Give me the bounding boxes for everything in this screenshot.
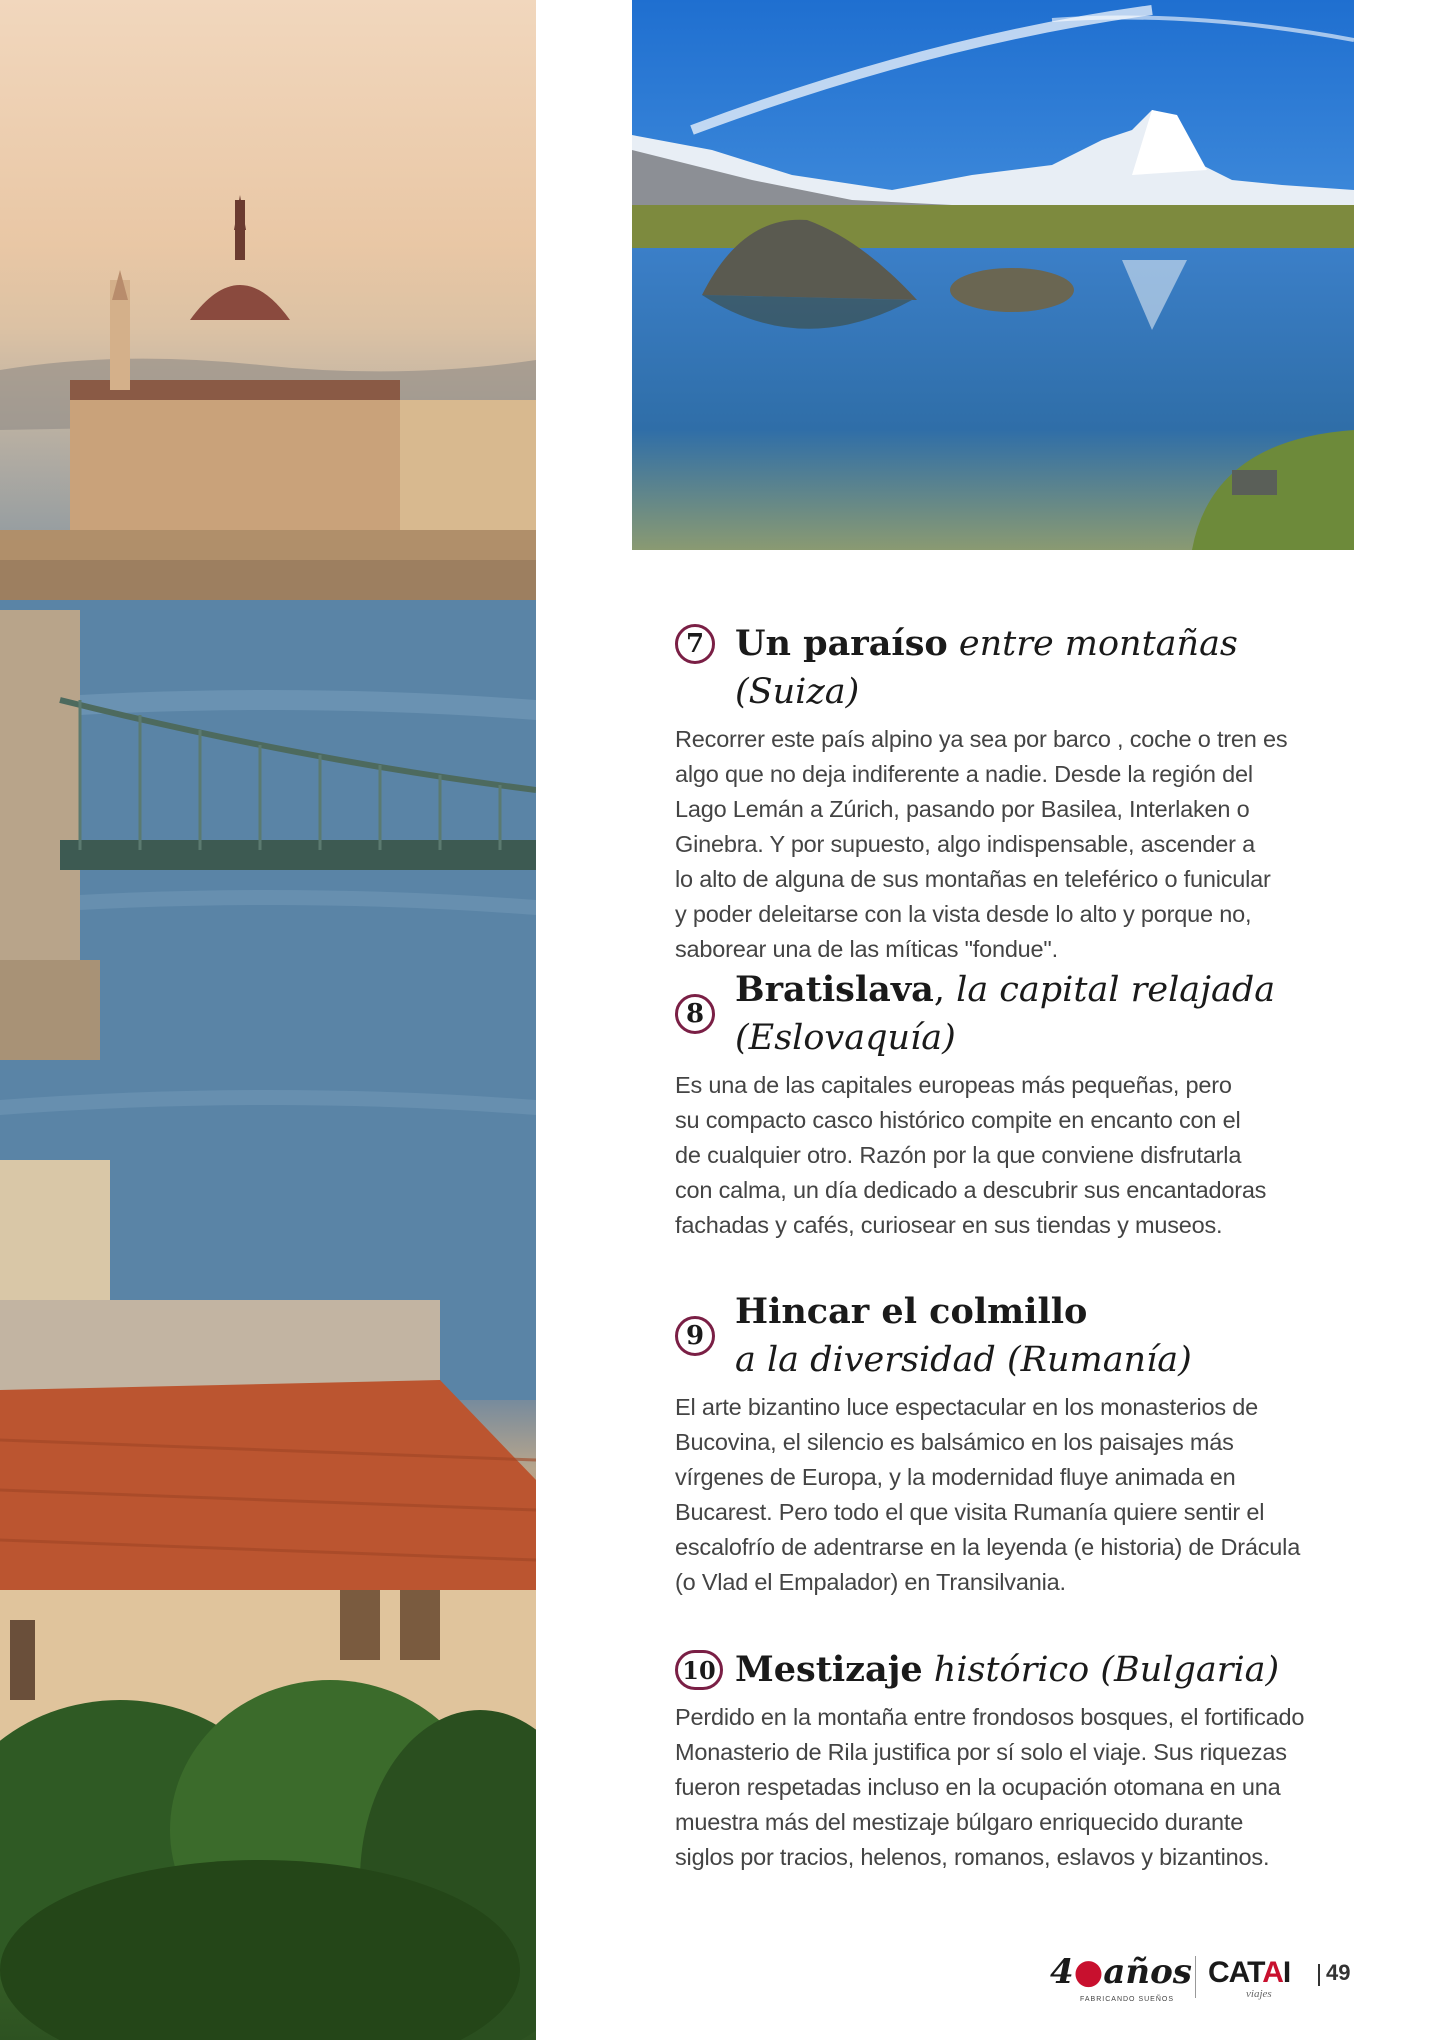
section-title bbox=[735, 620, 1335, 716]
section-title-row bbox=[675, 620, 1335, 716]
section-title-row bbox=[675, 1646, 1335, 1694]
title-italic: histórico (Bulgaria) bbox=[922, 1650, 1280, 1690]
section-title bbox=[735, 1646, 1335, 1694]
title-italic: entre montañas (Suiza) bbox=[735, 624, 1238, 712]
matterhorn-photo bbox=[632, 0, 1354, 550]
body-line: (o Vlad el Empalador) en Transilvania. bbox=[675, 1569, 1066, 1595]
section-number-badge: 10 bbox=[675, 1650, 723, 1690]
page-number-divider bbox=[1318, 1964, 1320, 1986]
title-bold: Un paraíso bbox=[735, 623, 948, 664]
body-line: fueron respetadas incluso en la ocupación otomana en una bbox=[675, 1774, 1281, 1800]
budapest-photo-illustration bbox=[0, 0, 536, 2040]
body-line: escalofrío de adentrarse en la leyenda (e historia) de Drácula bbox=[675, 1534, 1301, 1560]
matterhorn-photo-illustration bbox=[632, 0, 1354, 550]
section-suiza bbox=[675, 620, 1335, 967]
body-line: lo alto de alguna de sus montañas en teleférico o funicular bbox=[675, 866, 1271, 892]
section-number-badge: 7 bbox=[675, 624, 715, 664]
body-line: con calma, un día dedicado a descubrir sus encantadoras bbox=[675, 1177, 1267, 1203]
body-line: y poder deleitarse con la vista desde lo alto y porque no, bbox=[675, 901, 1252, 927]
anniversary-logo bbox=[1050, 1952, 1192, 1992]
section-number-badge: 8 bbox=[675, 994, 715, 1034]
logo-divider bbox=[1195, 1956, 1196, 1998]
body-line: Bucarest. Pero todo el que visita Rumanía quiere sentir el bbox=[675, 1499, 1265, 1525]
body-line: algo que no deja indiferente a nadie. Desde la región del bbox=[675, 761, 1253, 787]
section-bulgaria bbox=[675, 1646, 1335, 1875]
title-italic-line2: a la diversidad (Rumanía) bbox=[735, 1340, 1192, 1380]
page-number: 49 bbox=[1326, 1960, 1351, 1985]
anniversary-logo-number: 4 bbox=[1050, 1952, 1074, 1992]
section-number-badge: 9 bbox=[675, 1316, 715, 1356]
catai-logo-cat: CAT bbox=[1208, 1956, 1263, 1989]
body-line: saborear una de las míticas "fondue". bbox=[675, 936, 1058, 962]
title-bold: Hincar el colmillo bbox=[735, 1291, 1088, 1332]
body-line: siglos por tracios, helenos, romanos, eslavos y bizantinos. bbox=[675, 1844, 1270, 1870]
budapest-photo bbox=[0, 0, 536, 2040]
body-line: Bucovina, el silencio es balsámico en los paisajes más bbox=[675, 1429, 1234, 1455]
body-line: Ginebra. Y por supuesto, algo indispensable, ascender a bbox=[675, 831, 1255, 857]
catai-logo-i: I bbox=[1282, 1956, 1291, 1989]
section-rumania bbox=[675, 1288, 1335, 1600]
globe-icon: ● bbox=[1073, 1952, 1104, 1992]
title-bold: Mestizaje bbox=[735, 1649, 923, 1690]
body-line: El arte bizantino luce espectacular en los monasterios de bbox=[675, 1394, 1258, 1420]
section-body bbox=[675, 1068, 1335, 1243]
section-title-row bbox=[675, 1288, 1335, 1384]
catai-logo-a: A bbox=[1262, 1956, 1283, 1989]
section-title bbox=[735, 966, 1335, 1062]
section-body bbox=[675, 722, 1335, 967]
title-plain: , bbox=[933, 970, 945, 1010]
title-italic: la capital relajada bbox=[945, 970, 1276, 1010]
section-body bbox=[675, 1390, 1335, 1600]
anniversary-logo-text: años bbox=[1103, 1952, 1192, 1992]
catai-tagline: viajes bbox=[1246, 1988, 1272, 2000]
anniversary-tagline: FABRICANDO SUEÑOS bbox=[1080, 1996, 1175, 2003]
body-line: Recorrer este país alpino ya sea por barco , coche o tren es bbox=[675, 726, 1288, 752]
body-line: de cualquier otro. Razón por la que conviene disfrutarla bbox=[675, 1142, 1242, 1168]
title-italic-line2: (Eslovaquía) bbox=[735, 1018, 956, 1058]
body-line: Perdido en la montaña entre frondosos bosques, el fortificado bbox=[675, 1704, 1305, 1730]
body-line: Es una de las capitales europeas más pequeñas, pero bbox=[675, 1072, 1232, 1098]
section-body bbox=[675, 1700, 1335, 1875]
body-line: muestra más del mestizaje búlgaro enriquecido durante bbox=[675, 1809, 1244, 1835]
section-eslovaquia bbox=[675, 966, 1335, 1243]
title-bold: Bratislava bbox=[735, 969, 934, 1010]
page-footer bbox=[1050, 1952, 1360, 2012]
body-line: Lago Lemán a Zúrich, pasando por Basilea, Interlaken o bbox=[675, 796, 1250, 822]
section-title-row bbox=[675, 966, 1335, 1062]
body-line: fachadas y cafés, curiosear en sus tiendas y museos. bbox=[675, 1212, 1223, 1238]
body-line: vírgenes de Europa, y la modernidad fluye animada en bbox=[675, 1464, 1236, 1490]
body-line: Monasterio de Rila justifica por sí solo el viaje. Sus riquezas bbox=[675, 1739, 1287, 1765]
catai-logo bbox=[1208, 1956, 1290, 1990]
section-title bbox=[735, 1288, 1335, 1384]
body-line: su compacto casco histórico compite en encanto con el bbox=[675, 1107, 1241, 1133]
